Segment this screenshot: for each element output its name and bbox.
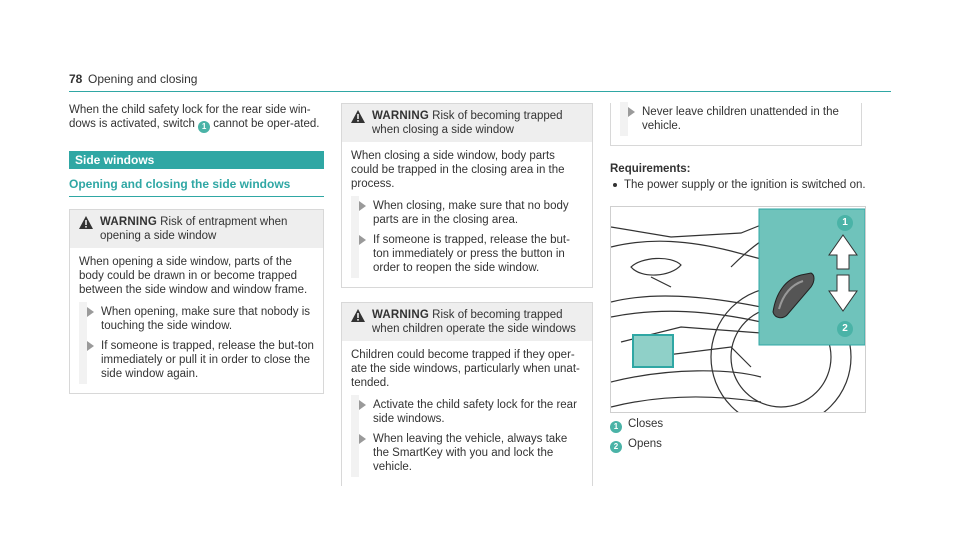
marker-1-icon: 1 <box>610 421 622 433</box>
column-1 <box>69 103 324 394</box>
warning-box-entrapment <box>69 209 324 394</box>
marker-1-icon: 1 <box>837 215 853 231</box>
arrow-right-icon <box>628 107 635 117</box>
warning-body <box>342 341 592 486</box>
warning-header <box>342 104 592 142</box>
warning-header <box>70 210 323 248</box>
warning-triangle-icon <box>351 110 365 123</box>
arrow-right-icon <box>87 307 94 317</box>
arrow-right-icon <box>359 201 366 211</box>
section-title: Side windows <box>69 151 324 169</box>
warning-body <box>342 142 592 287</box>
warning-text: When closing a side window, body parts could be trapped in the closing area in the process. <box>351 150 565 190</box>
warning-step: If someone is trapped, release the but-ton immediately or press the button in order to reopen the side window. <box>351 233 583 275</box>
warning-label: WARNING <box>372 110 429 122</box>
page-title: Opening and closing <box>88 72 198 86</box>
warning-step: If someone is trapped, release the but-ton immediately or pull it in order to close the side window again. <box>79 339 314 381</box>
marker-2-icon: 2 <box>610 441 622 453</box>
warning-box-closing <box>341 103 593 288</box>
warning-body <box>611 103 861 145</box>
arrow-right-icon <box>359 400 366 410</box>
door-panel-illustration <box>611 207 866 413</box>
warning-step: Never leave children unattended in the vehicle. <box>620 105 852 133</box>
column-3 <box>610 103 866 453</box>
warning-box-children <box>341 302 593 486</box>
warning-label: WARNING <box>100 216 157 228</box>
warning-label: WARNING <box>372 309 429 321</box>
warning-header <box>342 303 592 341</box>
arrow-right-icon <box>359 235 366 245</box>
warning-triangle-icon <box>351 309 365 322</box>
column-2 <box>341 103 593 486</box>
legend-item: 2 Opens <box>610 437 866 453</box>
warning-text: When opening a side window, parts of the body could be drawn in or become trapped between the side window and window frame. <box>79 256 308 296</box>
arrow-right-icon <box>359 434 366 444</box>
page-header <box>69 72 891 92</box>
warning-step: When opening, make sure that nobody is touching the side window. <box>79 305 314 333</box>
marker-2-icon: 2 <box>837 321 853 337</box>
warning-step: Activate the child safety lock for the rear side windows. <box>351 398 583 426</box>
warning-step: When closing, make sure that no body parts are in the closing area. <box>351 199 583 227</box>
legend-item: 1 Closes <box>610 417 866 433</box>
warning-text: Children could become trapped if they oper-ate the side windows, particularly when unat-tended. <box>351 349 580 389</box>
warning-title: Risk of becoming trapped when children operate the side windows <box>372 309 576 335</box>
subsection-title: Opening and closing the side windows <box>69 177 324 197</box>
requirements-label: Requirements: <box>610 163 691 175</box>
page-number: 78 <box>69 72 83 86</box>
warning-step: When leaving the vehicle, always take the SmartKey with you and lock the vehicle. <box>351 432 583 474</box>
window-switch-figure <box>610 206 866 413</box>
intro-paragraph: When the child safety lock for the rear side win-dows is activated, switch 1 cannot be oper-ated. <box>69 104 320 131</box>
warning-title: Risk of becoming trapped when closing a side window <box>372 110 563 136</box>
warning-title: Risk of entrapment when opening a side window <box>100 216 288 242</box>
arrow-right-icon <box>87 341 94 351</box>
warning-triangle-icon <box>79 216 93 229</box>
warning-continuation <box>610 103 862 146</box>
warning-body <box>70 248 323 393</box>
requirement-item: The power supply or the ignition is switched on. <box>610 178 866 192</box>
marker-1-icon: 1 <box>198 121 210 133</box>
